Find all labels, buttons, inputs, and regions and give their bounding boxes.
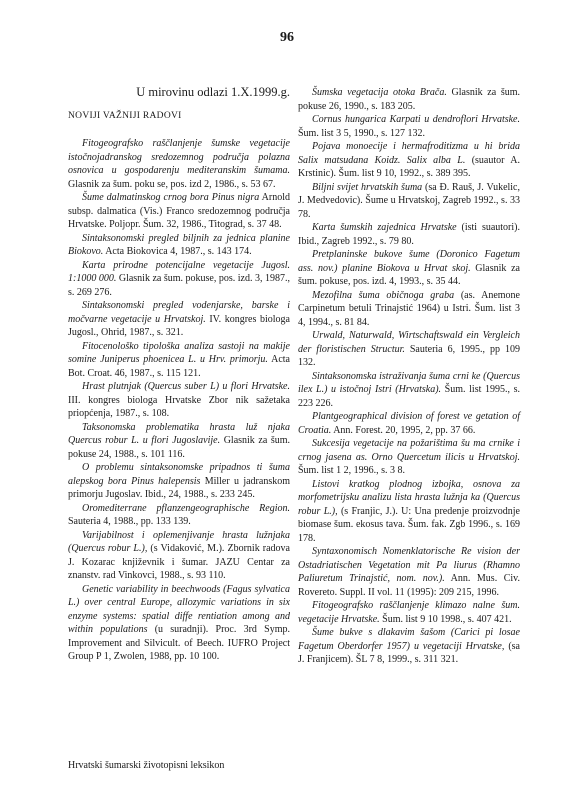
entry-details: Glasnik za šum. pokuse 24, 1988., s. 101 116. (68, 435, 290, 460)
entry-details: Šum. list 1 2, 1996., s. 3 8. (298, 465, 405, 476)
entry-title: Fitogeografsko raščlanjenje klimazo nalne šum. vegetacije Hrvatske. (298, 600, 520, 625)
entry-title: Mezofilna šuma običnoga graba (312, 289, 455, 301)
entry-title: Karta šumskih zajednica Hrvatske (312, 222, 457, 233)
bibliography-entry (68, 340, 290, 381)
right-bibliography-list (298, 86, 520, 667)
entry-details: (u suradnji). Proc. 3rd Symp. Improvement and Silvicult. of Beech. IUFRO Project Group P 1, Zwolen, 1988, pp. 10 100. (68, 624, 290, 662)
entry-details: Glasnik za šum. poku se, pos. izd 2, 1986., s. 53 67. (68, 178, 276, 190)
bibliography-entry (68, 502, 290, 529)
retirement-heading: U mirovinu odlazi 1.X.1999.g. (136, 85, 290, 99)
bibliography-entry (298, 370, 520, 411)
entry-title: Šume dalmatinskog crnog bora Pinus nigra (82, 192, 260, 203)
entry-title: Fitogeografsko raščlanjenje šumske vegetacije istočnojadranskog sredozemnog područja polazna osnovica u gospodarenju mediteranskim šumama. (68, 138, 290, 176)
entry-title: O problemu sintaksonomske pripadnos ti šuma alepskog bora Pinus halepensis (68, 462, 290, 487)
bibliography-entry (68, 583, 290, 664)
bibliography-entry (298, 86, 520, 113)
bibliography-entry (68, 380, 290, 421)
entry-title: Biljni svijet hrvatskih šuma (312, 181, 423, 193)
entry-details: Šum. list 9 10 1998., s. 407 421. (379, 613, 512, 625)
left-column (68, 86, 290, 664)
entry-title: Pojava monoecije i hermafroditizma u hi brida Salix matsudana Koidz. Salix alba L. (298, 141, 520, 166)
bibliography-entry (68, 461, 290, 502)
page-number: 96 (280, 30, 294, 45)
entry-title: Oromediterrane pflanzengeographische Region. (82, 502, 290, 514)
entry-details: Arnold subsp. dalmatica (Vis.) Franco sredozemnog područja Hrvatske. Poljopr. Šum. 32, 1986., Titograd, s. 37 48. (68, 192, 290, 230)
entry-details: (sa Đ. Rauš, J. Vukelic, J. Medvedovic). Šume u Hrvatskoj, Zagreb 1992., s. 33 78. (298, 181, 520, 220)
entry-title: Sintaksonomski pregled biljnih za jednica planine Biokovo. (68, 232, 290, 257)
bibliography-entry (298, 140, 520, 181)
right-column (298, 86, 520, 667)
entry-details: III. kongres biologa Hrvatske Zbor nik sažetaka priopćenja, 1987., s. 108. (68, 394, 290, 419)
entry-details: (as. Anemone Carpinetum betuli Trinajstić 1964) u Istri. Šum. list 3 4, 1994., s. 81 84. (298, 289, 520, 328)
bibliography-entry (298, 599, 520, 626)
bibliography-entry (298, 626, 520, 667)
bibliography-entry (68, 421, 290, 462)
bibliography-entry (298, 478, 520, 546)
left-bibliography-list (68, 137, 290, 664)
entry-title: Genetic variability in beechwoods (Fagus sylvatica L.) over central Europe, allozymic variations in six enzyme systems: spatial diffe rentiation among and within populations (68, 583, 290, 635)
entry-title: Šumska vegetacija otoka Brača. (312, 87, 447, 98)
entry-details: Glasnik za šum. pokuse, pos. izd. 4, 1993., s. 35 44. (298, 262, 520, 287)
entry-details: Glasnik za šum. pokuse 26, 1990., s. 183 205. (298, 87, 521, 112)
entry-details: Šum. list 1995., s. 223 226. (298, 384, 520, 409)
entry-title: Varijabilnost i oplemenjivanje hrasta lužnjaka (Quercus robur L.), (68, 529, 290, 554)
bibliography-entry (68, 232, 290, 259)
bibliography-entry (68, 299, 290, 340)
bibliography-entry (68, 529, 290, 583)
entry-details: Ann. Mus. Civ. Rovereto. Suppl. II vol. 11 (1995): 209 215, 1996. (298, 573, 520, 598)
entry-title: Karta prirodne potencijalne vegetacije Jugosl. 1:1000 000. (68, 259, 290, 284)
entry-title: Šume bukve s dlakavim šašom (Carici pi losae Fagetum Oberdorfer 1957) u vegetaciji Hrvatske, (298, 627, 520, 652)
entry-title: Taksonomska problematika hrasta luž njaka Quercus robur L. u flori Jugoslavije. (68, 421, 290, 446)
bibliography-entry (68, 259, 290, 300)
entry-title: Sintaksonomski pregled vodenjarske, barske i močvarne vegetacije u Hrvatskoj. (68, 300, 290, 325)
bibliography-entry (68, 191, 290, 232)
bibliography-entry (298, 248, 520, 289)
entry-details: (sa J. Franjicem). ŠL 7 8, 1999., s. 311 321. (298, 640, 520, 665)
bibliography-entry (298, 221, 520, 248)
entry-details: (s Franjic, J.). U: Una predenje proizvodnje biomase šum. ekosus tava. Šum. fak. Zgb 1996., s. 169 178. (298, 505, 520, 544)
entry-title: Plantgeographical division of forest ve getation of Croatia. (298, 411, 520, 436)
entry-details: (suautor A. Krstinic). Šum. list 9 10, 1992., s. 389 395. (298, 154, 520, 179)
entry-title: Sukcesija vegetacije na požarištima šu ma crnike i crnog jasena as. Orno Quercetum ilicis u Hrvatskoj. (298, 438, 520, 463)
entry-title: Hrast plutnjak (Quercus suber L) u flori Hrvatske. (82, 381, 290, 392)
entry-title: Listovi kratkog plodnog izbojka, osnova za morfometrijsku analizu lista hrasta lužnja ka (Quercus robur L.), (298, 478, 520, 517)
bibliography-entry (298, 289, 520, 330)
bibliography-entry (298, 181, 520, 222)
entry-details: Ann. Forest. 20, 1995, 2, pp. 37 66. (331, 424, 476, 436)
entry-details: Sauteria 4, 1988., pp. 133 139. (68, 516, 191, 527)
entry-title: Cornus hungarica Karpati u dendroflori Hrvatske. (312, 114, 520, 125)
page-footer: Hrvatski šumarski životopisni leksikon (68, 760, 225, 771)
section-subheading: NOVIJI VAŽNIJI RADOVI (68, 110, 182, 121)
entry-details: (s Vidaković, M.). Zbornik radova J. Kozarac književnik i šumar. JAZU Centar za znanstv. rad Vinkovci, 1988., s. 93 110. (68, 543, 290, 581)
bibliography-entry (298, 113, 520, 140)
entry-title: Urwald, Naturwald, Wirtschaftswald ein Vergleich der floristischen Structur. (298, 330, 520, 355)
entry-details: Sauteria 6, 1995., pp 109 132. (298, 343, 520, 368)
bibliography-entry (298, 410, 520, 437)
bibliography-entry (298, 545, 520, 599)
entry-title: Fitocenološko tipološka analiza sastoji na makije somine Juniperus phoenicea L. u Hrv. primorju. (68, 340, 290, 365)
entry-title: Sintaksonomska istraživanja šuma crni ke (Quercus ilex L.) u istočnoj Istri (Hrvatska). (298, 370, 520, 395)
entry-details: Miller u jadranskom primorju Jugoslav. Ibid., 24, 1988., s. 233 245. (68, 475, 290, 500)
entry-title: Syntaxonomisch Nomenklatorische Re vision der Ostadriatischen Vegetation mit Pa liurus (Rhamno Paliuretum Trinajstić, nom. nov.). (298, 546, 520, 584)
bibliography-entry (298, 437, 520, 478)
entry-details: Glasnik za šum. pokuse, pos. izd. 3, 1987., s. 269 276. (68, 273, 290, 298)
entry-details: Acta Biokovica 4, 1987., s. 143 174. (103, 246, 252, 257)
entry-title: Pretplaninske bukove šume (Doronico Fagetum ass. nov.) planine Biokova u Hrvat skoj. (298, 249, 520, 274)
bibliography-entry (68, 137, 290, 191)
entry-details: Šum. list 3 5, 1990., s. 127 132. (298, 127, 425, 139)
entry-details: IV. kongres biologa Jugosl., Ohrid, 1987., s. 321. (68, 313, 290, 338)
bibliography-entry (298, 329, 520, 370)
entry-details: (isti suautori). Ibid., Zagreb 1992., s. 79 80. (298, 222, 520, 247)
entry-details: Acta Bot. Croat. 46, 1987., s. 115 121. (68, 354, 290, 379)
